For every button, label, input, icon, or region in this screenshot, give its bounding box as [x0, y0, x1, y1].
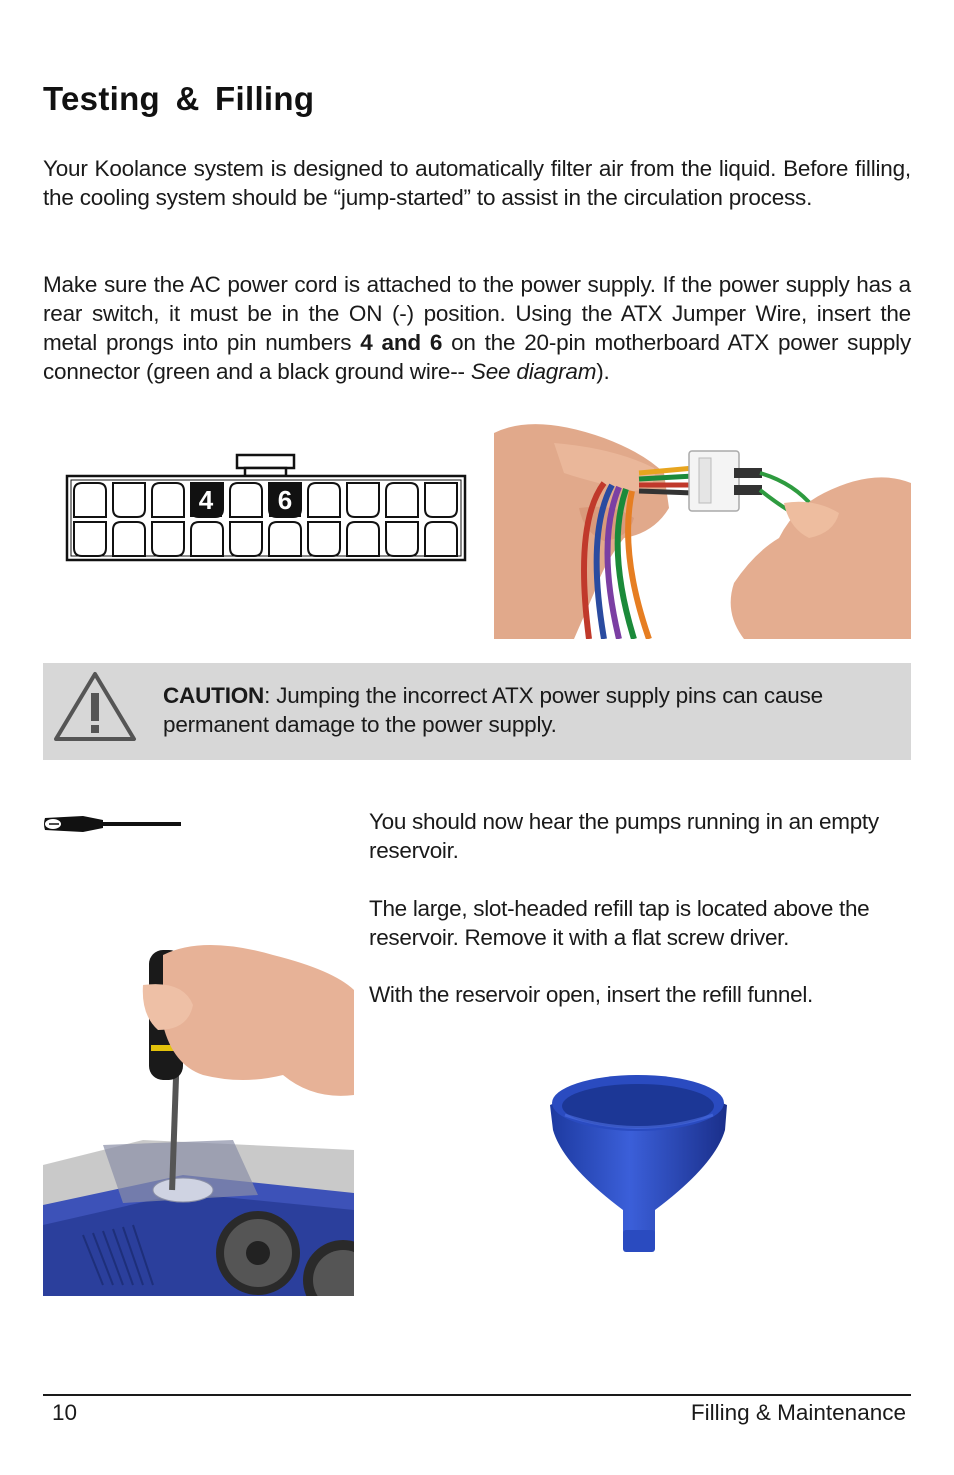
connector-pin-cell	[308, 483, 340, 517]
pin-4-label: 4	[198, 485, 214, 515]
caution-label: CAUTION	[163, 683, 265, 708]
instructions-text-2: on the 20-pin motherboard ATX power supply connector (green and a black ground wire--	[43, 330, 912, 384]
pin-6-marker	[269, 483, 301, 517]
caution-message: : Jumping the incorrect ATX power supply pins can cause permanent damage to the power supply.	[163, 683, 823, 737]
connector-pin-cell	[308, 522, 340, 556]
connector-pin-cell	[113, 483, 145, 517]
pin-6-label: 6	[277, 485, 293, 515]
step-remove-refill-tap: The large, slot-headed refill tap is located above the reservoir. Remove it with a flat screw driver.	[369, 896, 870, 950]
footer-rule	[43, 1394, 911, 1396]
screwdriver-icon	[43, 810, 183, 838]
connector-pin-cell	[347, 522, 379, 556]
step-insert-funnel: With the reservoir open, insert the refill funnel.	[369, 982, 813, 1007]
warning-triangle-icon	[51, 669, 139, 745]
connector-pin-cell	[113, 522, 145, 556]
connector-pin-cell	[347, 483, 379, 517]
connector-pin-cell	[74, 522, 106, 556]
connector-pin-cell	[425, 522, 457, 556]
connector-pin-cell	[425, 483, 457, 517]
pin-4-marker	[190, 483, 222, 517]
connector-pin-cell	[230, 522, 262, 556]
connector-pin-cell	[74, 483, 106, 517]
jumper-wire-photo	[494, 413, 911, 639]
caution-text	[163, 681, 883, 739]
atx-connector-diagram	[60, 450, 472, 568]
see-diagram-italic: See diagram	[470, 359, 597, 384]
connector-pin-cell	[386, 483, 418, 517]
pin-numbers-bold: 4 and 6	[360, 330, 443, 355]
connector-pin-cell	[386, 522, 418, 556]
screwdriver-reservoir-photo	[43, 935, 354, 1296]
connector-pin-cell	[269, 522, 301, 556]
page-title: Testing & Filling	[43, 80, 315, 117]
instructions-text-3: ).	[596, 359, 610, 384]
step-pumps-running: You should now hear the pumps running in an empty reservoir.	[369, 809, 879, 863]
connector-pin-cell	[230, 483, 262, 517]
connector-pin-cell	[191, 522, 223, 556]
page-number: 10	[52, 1400, 78, 1425]
caution-box	[43, 663, 911, 760]
instructions-text-1: Make sure the AC power cord is attached to the power supply. If the power supply has a rear switch, it must be in the ON (-) position. Using the ATX Jumper Wire, insert the metal prongs into pin numbers	[43, 272, 911, 355]
refill-funnel-photo	[545, 1070, 735, 1260]
intro-paragraph: Your Koolance system is designed to automatically filter air from the liquid. Before filling, the cooling system should be “jump-started” to assist in the circulation process.	[43, 156, 911, 210]
connector-pin-cell	[152, 483, 184, 517]
connector-pin-cell	[152, 522, 184, 556]
instructions-paragraph	[43, 270, 911, 386]
footer-section-title: Filling & Maintenance	[690, 1400, 906, 1425]
